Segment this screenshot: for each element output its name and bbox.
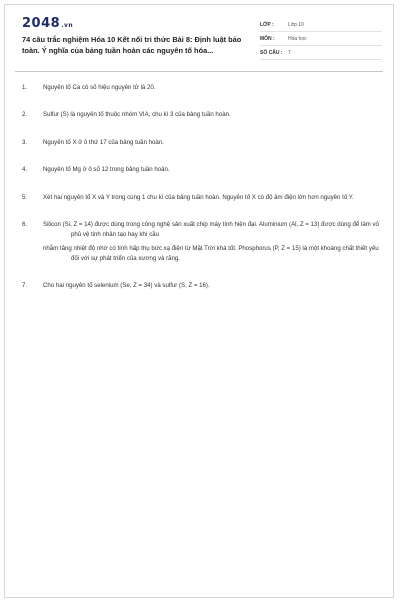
question-item [22, 193, 382, 202]
question-text: Nguyên tố Ca có số hiệu nguyên tử là 20. [43, 84, 156, 91]
question-text: Cho hai nguyên tố selenium (Se, Z = 34) và sulfur (S, Z = 16). [43, 281, 210, 289]
meta-count-value: 7 [288, 50, 291, 56]
question-number: 6. [22, 221, 28, 229]
question-item [22, 165, 382, 174]
question-item [22, 281, 382, 290]
meta-grade-value: Lớp 10 [288, 22, 304, 28]
question-item [22, 138, 382, 147]
meta-count [260, 47, 382, 60]
header-divider [15, 71, 383, 72]
question-number: 1. [22, 84, 28, 91]
meta-count-label: SỐ CÂU : [260, 50, 283, 56]
site-logo[interactable] [22, 16, 73, 31]
meta-grade-label: LỚP : [260, 22, 274, 28]
question-number: 7. [22, 281, 28, 289]
question-text: Nguyên tố Mg ở ô số 12 trong bảng tuần hoàn. [43, 166, 170, 174]
meta-grade [260, 19, 382, 32]
question-number: 2. [22, 111, 28, 119]
document-header [5, 5, 393, 65]
question-text-continued: nhằm tăng nhiệt độ nhờ có tính hấp thụ bức xạ điện từ Mặt Trời khá tốt. Phosphorus (P, Z = 15) là một khoáng chất thiết yếu đối với sự phát triển của xương và răng. [43, 245, 379, 262]
question-list [22, 83, 382, 308]
question-number: 5. [22, 193, 28, 201]
question-item [22, 83, 382, 92]
question-number: 4. [22, 166, 28, 174]
meta-subject [260, 33, 382, 46]
question-text: Silicon (Si, Z = 14) được dùng trong công nghệ sản xuất chip máy tính hiện đại. Aluminium (Al, Z = 13) được dùng để làm vỏ phủ vệ tinh nhân tạo hay khí cầu [43, 221, 379, 238]
logo-suffix: .vn [61, 22, 74, 29]
question-text: Xét hai nguyên tố X và Y trong cùng 1 chu kì của bảng tuần hoàn. Nguyên tố X có độ âm điện lớn hơn nguyên tố Y. [43, 193, 354, 201]
question-text: Nguyên tố X ở ô thứ 17 của bảng tuần hoàn. [43, 138, 164, 146]
meta-subject-value: Hóa học [288, 36, 307, 42]
document-title: 74 câu trắc nghiệm Hóa 10 Kết nối tri thức Bài 8: Định luật bảo toàn. Ý nghĩa của bảng tuần hoàn các nguyên tố hóa... [22, 35, 242, 55]
meta-subject-label: MÔN : [260, 36, 275, 42]
document-page [4, 4, 394, 598]
question-number: 3. [22, 138, 28, 146]
logo-main: 2048 [22, 16, 61, 31]
question-item [22, 110, 382, 119]
question-item [22, 220, 382, 263]
question-text: Sulfur (S) là nguyên tố thuộc nhóm VIA, chu kì 3 của bảng tuần hoàn. [43, 111, 231, 119]
